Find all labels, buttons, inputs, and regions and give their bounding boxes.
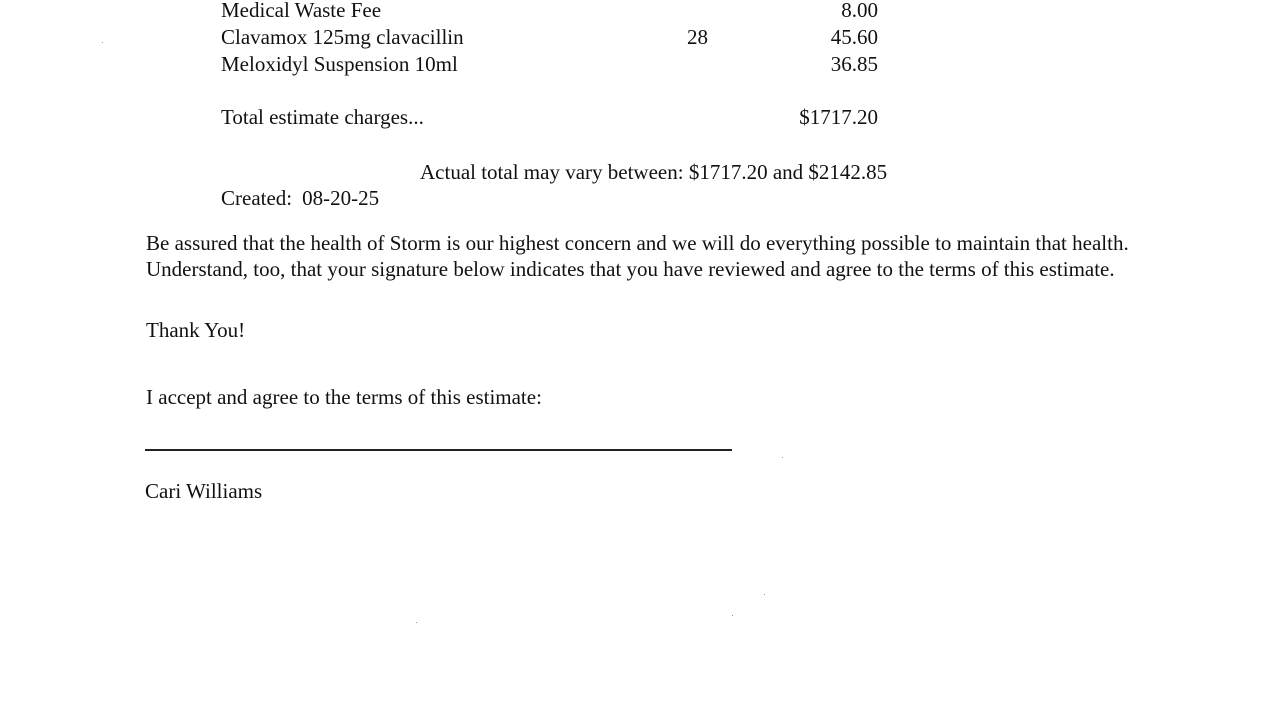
line-item-price: 45.60 <box>830 25 878 49</box>
thank-you-text: Thank You! <box>146 318 246 342</box>
line-item-description: Meloxidyl Suspension 10ml <box>221 52 458 76</box>
scan-speck <box>102 42 103 43</box>
scan-speck <box>732 615 733 616</box>
line-item-quantity: 28 <box>687 25 708 49</box>
variance-note: Actual total may vary between: $1717.20 and $2142.85 <box>420 160 888 184</box>
scan-speck <box>764 594 765 595</box>
line-item-description: Medical Waste Fee <box>221 0 382 22</box>
line-item-row <box>221 0 878 26</box>
line-item-description: Clavamox 125mg clavacillin <box>221 25 464 49</box>
line-item-row <box>221 54 878 80</box>
total-label: Total estimate charges... <box>221 105 424 129</box>
signer-name: Cari Williams <box>145 479 263 503</box>
created-date <box>221 188 379 209</box>
line-item-row <box>221 27 878 53</box>
terms-paragraph: Be assured that the health of Storm is our highest concern and we will do everything possible to maintain that health. Understand, too, that your signature below indicates that you have reviewed and agree to the terms of this estimate. <box>146 231 1129 281</box>
acceptance-statement: I accept and agree to the terms of this estimate: <box>146 385 542 409</box>
line-item-price: 8.00 <box>841 0 878 22</box>
scan-speck <box>416 622 417 623</box>
signature-line <box>145 449 732 451</box>
total-row <box>221 107 878 133</box>
line-item-price: 36.85 <box>830 52 878 76</box>
total-value: $1717.20 <box>799 105 878 129</box>
created-value: 08-20-25 <box>302 186 380 210</box>
created-label: Created: <box>221 186 293 210</box>
scan-speck <box>782 457 783 458</box>
